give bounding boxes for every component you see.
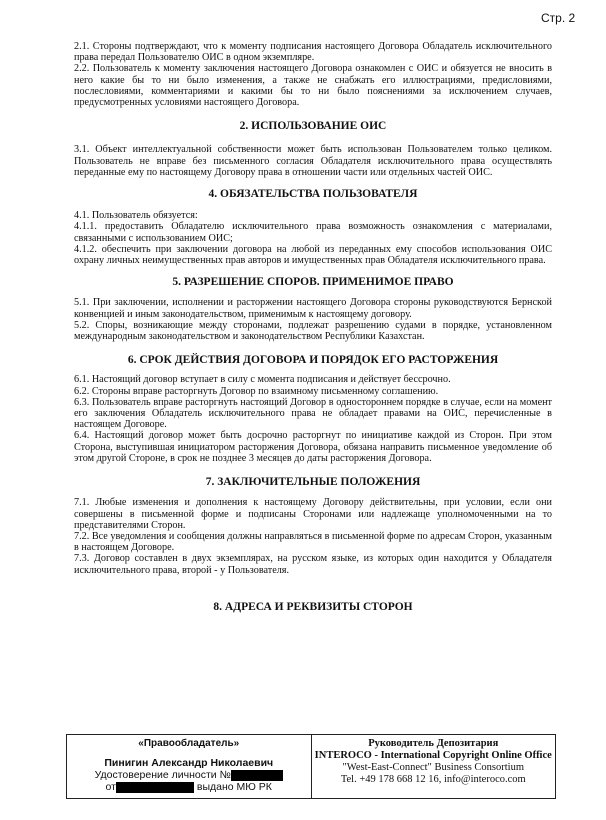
- id-line: [67, 769, 311, 781]
- clause-4-1: 4.1. Пользователь обязуется:: [74, 210, 198, 222]
- rightholder-title: «Правообладатель»: [138, 738, 240, 749]
- clause-6-2: 6.2. Стороны вправе расторгнуть Договор по взаимному письменному соглашению.: [74, 385, 439, 397]
- section-heading-obligations: 4. ОБЯЗАТЕЛЬСТВА ПОЛЬЗОВАТЕЛЯ: [208, 188, 418, 201]
- clause-6-4: 6.4. Настоящий договор может быть досрочно расторгнут по инициативе каждой из Сторон. При этом Сторона, выступившая инициатором расторжения Договора, обязана направить письменное уведомление об этом другой Стороне, в срок не позднее 3 месяцев до даты расторжения Договора.: [74, 430, 552, 464]
- clause-7-2: 7.2. Все уведомления и сообщения должны направляться в письменной форме по адресам Сторон, указанным в настоящем Договоре.: [74, 530, 552, 554]
- rightholder-cell: [67, 735, 311, 798]
- section-heading-term: 6. СРОК ДЕЙСТВИЯ ДОГОВОРА И ПОРЯДОК ЕГО РАСТОРЖЕНИЯ: [127, 354, 499, 367]
- issued-line: [67, 781, 311, 793]
- id-label: Удостоверение личности №: [94, 769, 231, 781]
- parties-table: [66, 734, 556, 799]
- clause-7-3: 7.3. Договор составлен в двух экземплярах, на русском языке, из которых один находится у Обладателя исключительного права, второй - у Пользователя.: [74, 553, 552, 576]
- clause-3-1: 3.1. Объект интеллектуальной собственности может быть использован Пользователем только целиком. Пользователь не вправе без письменного согласия Обладателя исключительного права осуществлять переданные ему по настоящему Договору права в отношении части или отдельных частей ОИС.: [74, 144, 552, 178]
- clause-5-2: 5.2. Споры, возникающие между сторонами, подлежат разрешению судами в порядке, установленном международным законодательством и законодательством Республики Казахстан.: [74, 319, 552, 343]
- clause-4-1-1: 4.1.1. предоставить Обладателю исключительного права возможность ознакомления с материалами, связанными с использованием ОИС;: [74, 221, 552, 244]
- clause-7-1: 7.1. Любые изменения и дополнения к настоящему Договору действительны, при условии, если они совершены в письменной форме и подписаны Сторонами или надлежаще уполномоченными на то представителями Сторон.: [74, 497, 552, 531]
- depositary-cell: [311, 735, 556, 798]
- clause-4-1-2: 4.1.2. обеспечить при заключении договора на любой из переданных ему способов использования ОИС охрану личных неимущественных прав авторов и имущественных прав Обладателя исключительного права.: [74, 243, 552, 267]
- redaction-bar: [116, 782, 194, 793]
- depositary-org: INTEROCO - International Copyright Online Office: [314, 750, 552, 761]
- redaction-bar: [231, 770, 283, 781]
- clause-5-1: 5.1. При заключении, исполнении и расторжении настоящего Договора стороны руководствуются Бернской конвенцией и иным законодательством, применимым к настоящему договору.: [74, 297, 552, 320]
- clause-6-3: 6.3. Пользователь вправе расторгнуть настоящий Договор в одностороннем порядке в случае, если на момент его заключения Обладатель исключительного права не обладает правами на ОИС, перечисленные в настоящем Договоре.: [74, 396, 552, 431]
- issued-label: выдано МЮ РК: [193, 781, 272, 793]
- section-heading-final: 7. ЗАКЛЮЧИТЕЛЬНЫЕ ПОЛОЖЕНИЯ: [205, 476, 421, 489]
- page-number: Стр. 2: [541, 11, 576, 25]
- clause-2-1: 2.1. Стороны подтверждают, что к моменту подписания настоящего Договора Обладатель исключительного права передал Пользователю ОИС в одном экземпляре.: [74, 41, 552, 64]
- contract-body: [74, 41, 552, 613]
- clause-2-2: 2.2. Пользователь к моменту заключения настоящего Договора ознакомлен с ОИС и обязуется не вносить в него какие бы то ни было изменения, а также не снабжать его иллюстрациями, предисловиями, послесловиями, комментариями и какими бы то ни было пояснениями за исключением случаев, предусмотренных условиями настоящего Договора.: [74, 63, 552, 109]
- section-heading-addresses: 8. АДРЕСА И РЕКВИЗИТЫ СТОРОН: [213, 600, 413, 613]
- from-label: от: [105, 781, 116, 793]
- section-heading-disputes: 5. РАЗРЕШЕНИЕ СПОРОВ. ПРИМЕНИМОЕ ПРАВО: [172, 276, 454, 289]
- depositary-title: Руководитель Депозитария: [368, 738, 499, 749]
- section-heading-usage: 2. ИСПОЛЬЗОВАНИЕ ОИС: [239, 120, 387, 133]
- rightholder-name: Пинигин Александр Николаевич: [104, 757, 274, 769]
- clause-6-1: 6.1. Настоящий договор вступает в силу с момента подписания и действует бессрочно.: [74, 374, 451, 386]
- consortium-name: "West-East-Connect" Business Consortium: [342, 762, 525, 773]
- depositary-contacts: Tel. +49 178 668 12 16, info@interoco.com: [340, 774, 526, 785]
